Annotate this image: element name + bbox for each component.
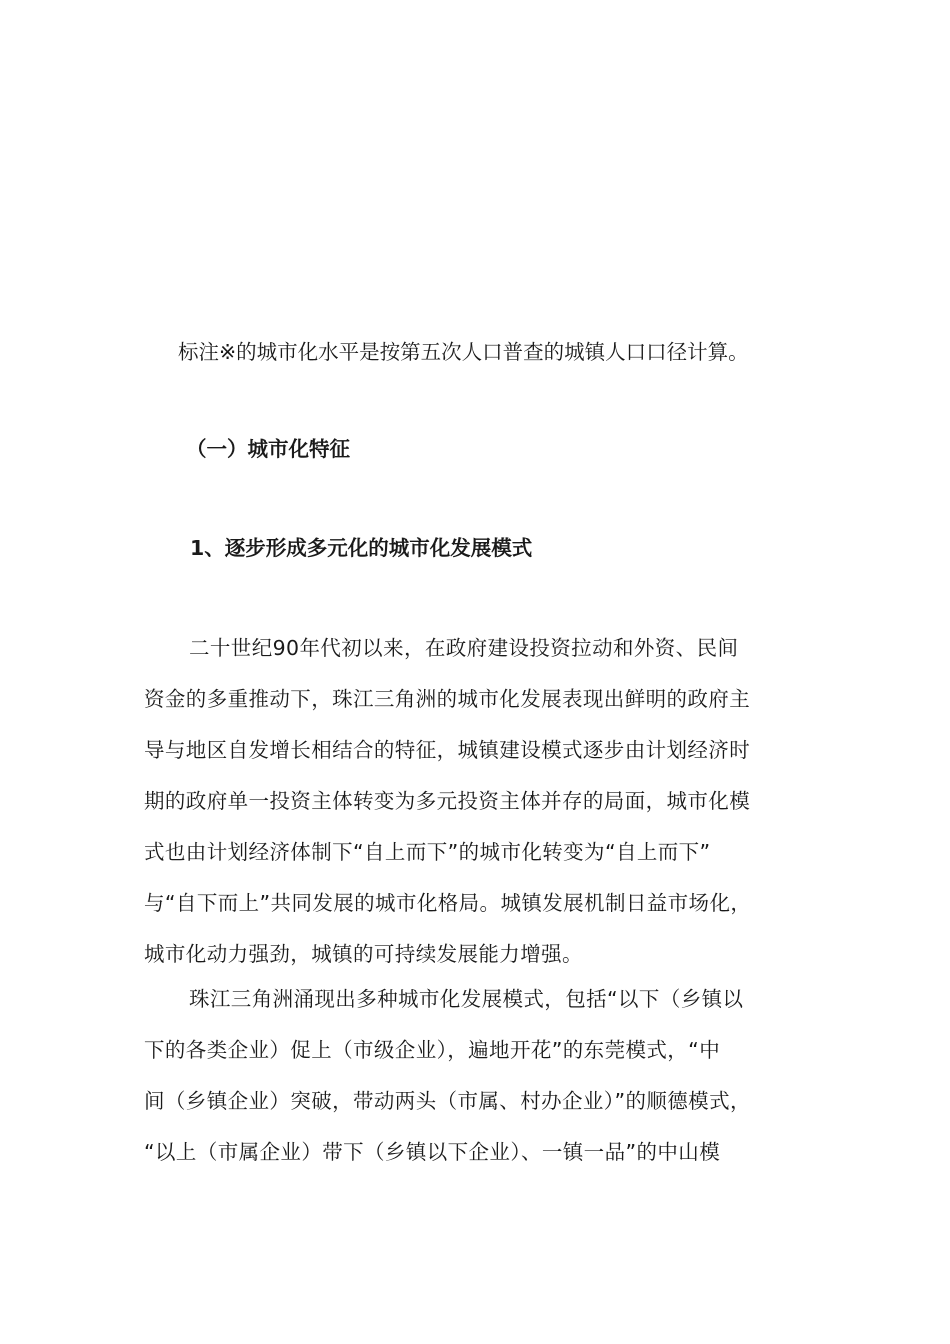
paragraph-1-line: 期的政府单一投资主体转变为多元投资主体并存的局面，城市化模 xyxy=(144,789,751,813)
subsection-heading: 1、逐步形成多元化的城市化发展模式 xyxy=(190,536,533,560)
section-heading: （一）城市化特征 xyxy=(186,437,350,461)
paragraph-1-line: 城市化动力强劲，城镇的可持续发展能力增强。 xyxy=(144,942,583,966)
paragraph-2-line: 下的各类企业）促上（市级企业），遍地开花”的东莞模式，“中 xyxy=(144,1038,721,1062)
paragraph-1-line: 与“自下而上”共同发展的城市化格局。城镇发展机制日益市场化， xyxy=(144,891,752,915)
paragraph-1-line: 导与地区自发增长相结合的特征，城镇建设模式逐步由计划经济时 xyxy=(144,738,751,762)
paragraph-1-line: 式也由计划经济体制下“自上而下”的城市化转变为“自上而下” xyxy=(144,840,711,864)
paragraph-2-line: “以上（市属企业）带下（乡镇以下企业）、一镇一品”的中山模 xyxy=(144,1140,721,1164)
paragraph-1-line: 资金的多重推动下，珠江三角洲的城市化发展表现出鲜明的政府主 xyxy=(144,687,751,711)
urbanization-note: 标注※的城市化水平是按第五次人口普查的城镇人口口径计算。 xyxy=(178,340,749,364)
paragraph-2-line: 间（乡镇企业）突破，带动两头（市属、村办企业）”的顺德模式， xyxy=(144,1089,751,1113)
paragraph-1-line: 二十世纪90年代初以来，在政府建设投资拉动和外资、民间 xyxy=(189,636,739,660)
paragraph-2 xyxy=(144,982,808,1186)
paragraph-2-line: 珠江三角洲涌现出多种城市化发展模式，包括“以下（乡镇以 xyxy=(189,987,744,1011)
paragraph-1 xyxy=(144,631,808,988)
